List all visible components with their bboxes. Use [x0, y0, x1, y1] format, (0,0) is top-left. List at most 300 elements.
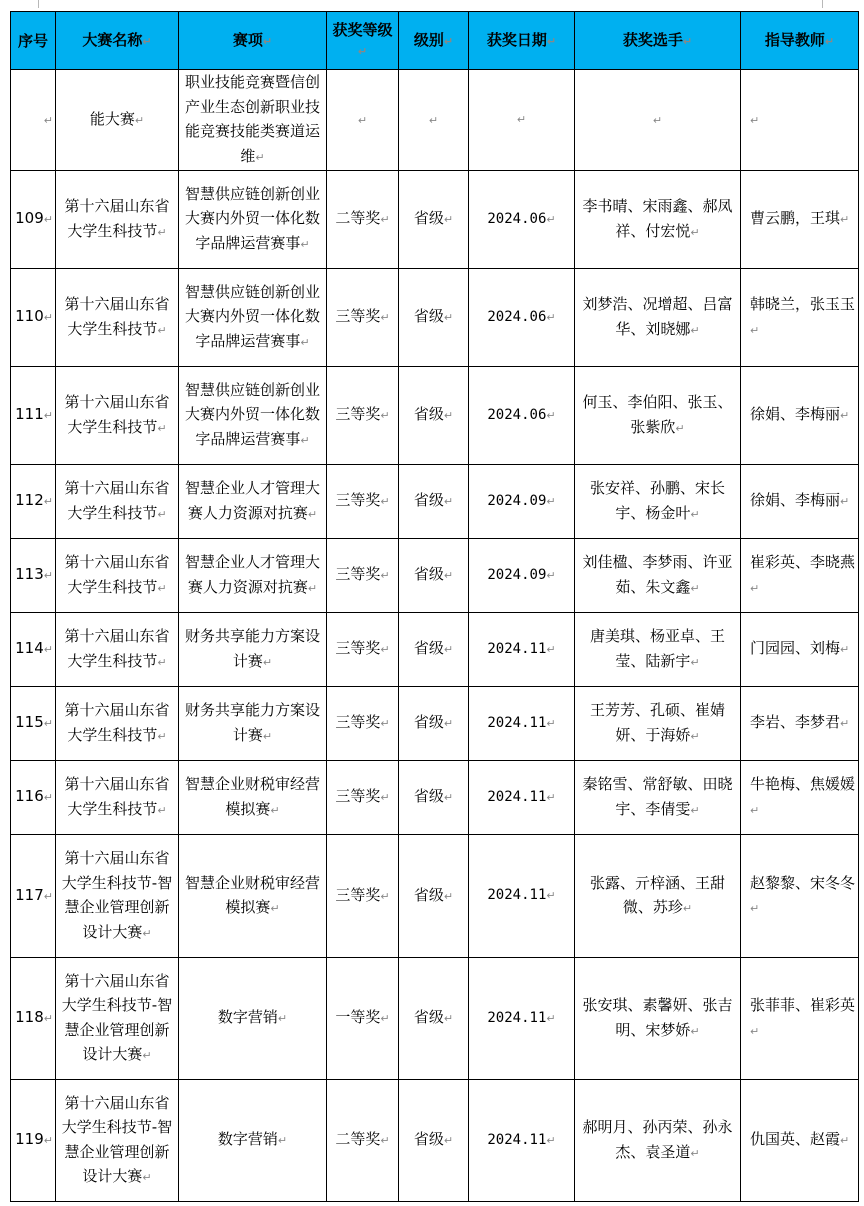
- table-row: [11, 1080, 859, 1202]
- cell-event: [179, 269, 327, 367]
- cell-competition-text: 能大赛: [89, 109, 135, 128]
- cell-students-text: 唐美琪、杨亚卓、王莹、陆新宇: [589, 627, 725, 670]
- cell-competition: [56, 835, 179, 958]
- cell-award: [327, 539, 399, 613]
- cell-index-text: 113: [15, 565, 44, 584]
- paragraph-mark: ↵: [380, 717, 390, 731]
- cell-event-text: 智慧供应链创新创业大赛内外贸一体化数字品牌运营赛事: [184, 282, 320, 350]
- cell-date-text: 2024.11: [487, 1131, 547, 1148]
- cell-level-text: 省级: [413, 405, 444, 424]
- paragraph-mark: ↵: [652, 113, 663, 127]
- cell-students-text: 王芳芳、孔硕、崔婧妍、于海娇: [589, 701, 725, 744]
- cell-students-text: 张安琪、素馨妍、张吉明、宋梦娇: [582, 996, 733, 1039]
- cell-level: [399, 171, 469, 269]
- cell-students-text: 刘佳楹、李梦雨、许亚茹、朱文鑫: [582, 553, 733, 596]
- cell-award-text: 三等奖: [335, 787, 381, 806]
- cell-level-text: 省级: [413, 1008, 444, 1027]
- cell-students-text: 刘梦浩、况增超、吕富华、刘晓娜: [582, 295, 733, 338]
- table-row: [11, 958, 859, 1080]
- paragraph-mark: ↵: [43, 889, 53, 903]
- cell-event: [179, 761, 327, 835]
- paragraph-mark: ↵: [277, 1134, 288, 1148]
- paragraph-mark: ↵: [840, 717, 850, 731]
- paragraph-mark: ↵: [546, 1011, 556, 1025]
- cell-award: [327, 613, 399, 687]
- cell-index-text: 109: [15, 209, 44, 228]
- table-row: [11, 613, 859, 687]
- cell-award-text: 三等奖: [335, 713, 381, 732]
- cell-award-text: 三等奖: [335, 307, 381, 326]
- cell-students: [575, 269, 741, 367]
- cell-teachers-text: 徐娟、李梅丽: [750, 405, 841, 424]
- paragraph-mark: ↵: [380, 1134, 390, 1148]
- cell-students: [575, 70, 741, 171]
- cell-students: [575, 761, 741, 835]
- table-row: [11, 465, 859, 539]
- cell-students: [575, 613, 741, 687]
- cell-index-text: 118: [15, 1008, 44, 1027]
- paragraph-mark: ↵: [380, 791, 390, 805]
- cell-event: [179, 958, 327, 1080]
- cell-event: [179, 1080, 327, 1202]
- cell-award: [327, 367, 399, 465]
- table-row: [11, 70, 859, 171]
- cell-index: [11, 269, 56, 367]
- header-event: 赛项↵: [179, 12, 327, 70]
- paragraph-mark: ↵: [43, 495, 53, 509]
- cell-level: [399, 539, 469, 613]
- cell-competition: [56, 269, 179, 367]
- cell-index: [11, 171, 56, 269]
- cell-date: [469, 70, 575, 171]
- paragraph-mark: ↵: [840, 409, 850, 423]
- paragraph-mark: ↵: [546, 310, 556, 324]
- cell-date: [469, 171, 575, 269]
- paragraph-mark: ↵: [690, 729, 700, 743]
- cell-event-text: 职业技能竞赛暨信创产业生态创新职业技能竞赛技能类赛道运维: [184, 73, 320, 165]
- cell-students-text: 张露、亓梓涵、王甜微、苏珍: [589, 873, 725, 916]
- cell-competition: [56, 613, 179, 687]
- cell-students: [575, 687, 741, 761]
- cell-level: [399, 687, 469, 761]
- table-row: [11, 367, 859, 465]
- cell-students-text: 郝明月、孙丙荣、孙永杰、袁圣道: [582, 1118, 733, 1161]
- cell-award-text: 三等奖: [335, 565, 381, 584]
- cell-teachers: [741, 171, 859, 269]
- paragraph-mark: ↵: [443, 889, 454, 903]
- paragraph-mark: ↵: [443, 409, 454, 423]
- cell-students-text: 李书晴、宋雨鑫、郝凤祥、付宏悦: [582, 197, 733, 240]
- cell-level: [399, 367, 469, 465]
- paragraph-mark: ↵: [255, 150, 265, 164]
- paragraph-mark: ↵: [516, 113, 527, 127]
- header-competition: 大赛名称↵: [56, 12, 179, 70]
- cell-event-text: 财务共享能力方案设计赛: [184, 627, 320, 670]
- paragraph-mark: ↵: [134, 113, 145, 127]
- paragraph-mark: ↵: [43, 311, 53, 325]
- paragraph-mark: ↵: [428, 113, 439, 127]
- paragraph-mark: ↵: [546, 494, 556, 508]
- paragraph-mark: ↵: [690, 655, 700, 669]
- paragraph-mark: ↵: [840, 213, 850, 227]
- cell-level-text: 省级: [413, 639, 444, 658]
- cell-index: [11, 70, 56, 171]
- paragraph-mark: ↵: [380, 569, 390, 583]
- cell-date: [469, 761, 575, 835]
- cell-level-text: 省级: [413, 713, 444, 732]
- paragraph-mark: ↵: [262, 729, 273, 743]
- cell-index: [11, 539, 56, 613]
- cell-teachers: [741, 835, 859, 958]
- table-row: [11, 761, 859, 835]
- paragraph-mark: ↵: [750, 902, 760, 915]
- paragraph-mark: ↵: [157, 323, 167, 337]
- paragraph-mark: ↵: [750, 1024, 760, 1038]
- cell-level: [399, 70, 469, 171]
- cell-date-text: 2024.09: [487, 566, 547, 583]
- paragraph-mark: ↵: [840, 643, 850, 657]
- cell-index-text: 119: [15, 1130, 44, 1149]
- cell-level-text: 省级: [413, 1130, 444, 1149]
- cell-competition-text: 第十六届山东省大学生科技节: [64, 393, 170, 436]
- paragraph-mark: ↵: [750, 323, 760, 337]
- paragraph-mark: ↵: [840, 495, 850, 509]
- cell-award: [327, 171, 399, 269]
- cell-teachers-text: 赵黎黎、宋冬冬: [750, 873, 856, 892]
- paragraph-mark: ↵: [43, 1134, 53, 1148]
- cell-event-text: 智慧供应链创新创业大赛内外贸一体化数字品牌运营赛事: [184, 184, 320, 252]
- cell-level: [399, 1080, 469, 1202]
- paragraph-mark: ↵: [690, 581, 700, 595]
- cell-award: [327, 687, 399, 761]
- paragraph-mark: ↵: [443, 791, 454, 805]
- cell-date: [469, 539, 575, 613]
- cell-date-text: 2024.11: [487, 887, 547, 904]
- cell-date-text: 2024.06: [487, 406, 547, 423]
- paragraph-mark: ↵: [43, 113, 53, 127]
- paragraph-mark: ↵: [443, 213, 454, 227]
- paragraph-mark: ↵: [546, 790, 556, 804]
- paragraph-mark: ↵: [750, 581, 760, 595]
- cell-competition-text: 第十六届山东省大学生科技节: [64, 553, 170, 596]
- cell-students: [575, 1080, 741, 1202]
- cell-teachers-text: 崔彩英、李晓燕: [750, 553, 856, 571]
- cell-award-text: 三等奖: [335, 491, 381, 510]
- paragraph-mark: ↵: [546, 408, 556, 422]
- paragraph-mark: ↵: [690, 803, 700, 817]
- paragraph-mark: ↵: [443, 1134, 454, 1148]
- cell-award: [327, 835, 399, 958]
- cell-award-text: 一等奖: [335, 1008, 381, 1027]
- cell-award: [327, 465, 399, 539]
- paragraph-mark: ↵: [380, 495, 390, 509]
- cell-index-text: 115: [15, 713, 44, 732]
- cell-competition-text: 第十六届山东省大学生科技节: [64, 479, 170, 522]
- paragraph-mark: ↵: [142, 1049, 152, 1062]
- paragraph-mark: ↵: [690, 1024, 700, 1038]
- paragraph-mark: ↵: [270, 803, 280, 817]
- cell-event: [179, 367, 327, 465]
- cell-competition: [56, 465, 179, 539]
- cell-students: [575, 367, 741, 465]
- cell-competition: [56, 1080, 179, 1202]
- cell-level: [399, 761, 469, 835]
- cell-level: [399, 269, 469, 367]
- paragraph-mark: ↵: [43, 409, 53, 423]
- paragraph-mark: ↵: [690, 507, 700, 521]
- paragraph-mark: ↵: [443, 495, 454, 509]
- cell-teachers: [741, 958, 859, 1080]
- cell-event: [179, 70, 327, 171]
- cell-competition-text: 第十六届山东省大学生科技节: [64, 197, 170, 240]
- cell-competition-text: 第十六届山东省大学生科技节-智慧企业管理创新设计大赛: [61, 1093, 173, 1185]
- cell-index: [11, 367, 56, 465]
- paragraph-mark: ↵: [443, 569, 454, 583]
- cell-teachers-text: 李岩、李梦君: [750, 713, 841, 732]
- cell-date: [469, 269, 575, 367]
- cell-level: [399, 958, 469, 1080]
- paragraph-mark: ↵: [43, 213, 53, 227]
- header-award: 获奖等级↵: [327, 12, 399, 70]
- table-row: [11, 539, 859, 613]
- header-students: 获奖选手↵: [575, 12, 741, 70]
- paragraph-mark: ↵: [546, 212, 556, 226]
- paragraph-mark: ↵: [43, 643, 53, 657]
- cell-date-text: 2024.11: [487, 714, 547, 731]
- paragraph-mark: ↵: [43, 791, 53, 805]
- cell-teachers-text: 曹云鹏，王琪: [750, 209, 841, 228]
- cell-index-text: 111: [15, 405, 44, 424]
- cell-date-text: 2024.11: [487, 640, 547, 657]
- cell-level: [399, 613, 469, 687]
- cell-teachers: [741, 269, 859, 367]
- cell-level: [399, 465, 469, 539]
- paragraph-mark: ↵: [380, 1012, 390, 1026]
- cell-date: [469, 465, 575, 539]
- cell-competition-text: 第十六届山东省大学生科技节-智慧企业管理创新设计大赛: [61, 971, 173, 1063]
- cell-date-text: 2024.11: [487, 1009, 547, 1026]
- cell-event: [179, 171, 327, 269]
- cell-date: [469, 367, 575, 465]
- cell-date: [469, 958, 575, 1080]
- paragraph-mark: ↵: [300, 335, 310, 349]
- paragraph-mark: ↵: [300, 433, 310, 447]
- paragraph-mark: ↵: [43, 1012, 53, 1026]
- cell-award: [327, 958, 399, 1080]
- paragraph-mark: ↵: [307, 507, 318, 521]
- header-date: 获奖日期↵: [469, 12, 575, 70]
- cell-competition-text: 第十六届山东省大学生科技节: [64, 295, 170, 338]
- cell-index-text: 116: [15, 787, 44, 806]
- cell-index: [11, 761, 56, 835]
- cell-teachers-text: 韩晓兰，张玉玉: [750, 295, 856, 313]
- cell-teachers-text: 仇国英、赵霞: [750, 1130, 841, 1149]
- cell-competition: [56, 70, 179, 171]
- cell-event-text: 智慧企业人才管理大赛人力资源对抗赛: [184, 553, 320, 596]
- cell-level-text: 省级: [413, 787, 444, 806]
- cell-award: [327, 1080, 399, 1202]
- cell-event-text: 智慧供应链创新创业大赛内外贸一体化数字品牌运营赛事: [184, 380, 320, 448]
- paragraph-mark: ↵: [546, 1133, 556, 1147]
- cell-competition-text: 第十六届山东省大学生科技节: [64, 701, 170, 744]
- cell-competition-text: 第十六届山东省大学生科技节: [64, 627, 170, 670]
- table-row: [11, 269, 859, 367]
- paragraph-mark: ↵: [380, 311, 390, 325]
- margin-marker-right: [822, 0, 823, 8]
- cell-date: [469, 613, 575, 687]
- header-level: 级别↵: [399, 12, 469, 70]
- cell-level-text: 省级: [413, 885, 444, 904]
- paragraph-mark: ↵: [157, 803, 167, 817]
- cell-date: [469, 1080, 575, 1202]
- paragraph-mark: ↵: [690, 323, 700, 337]
- cell-event: [179, 835, 327, 958]
- cell-teachers: [741, 761, 859, 835]
- cell-event-text: 财务共享能力方案设计赛: [184, 701, 320, 744]
- cell-index-text: 117: [15, 885, 44, 904]
- cell-level-text: 省级: [413, 209, 444, 228]
- cell-competition: [56, 171, 179, 269]
- cell-event: [179, 687, 327, 761]
- paragraph-mark: ↵: [157, 225, 167, 239]
- cell-event-text: 数字营销: [217, 1008, 278, 1027]
- cell-level-text: 省级: [413, 565, 444, 584]
- paragraph-mark: ↵: [443, 1012, 454, 1026]
- paragraph-mark: ↵: [277, 1012, 288, 1026]
- paragraph-mark: ↵: [443, 643, 454, 657]
- cell-index-text: 114: [15, 639, 44, 658]
- paragraph-mark: ↵: [675, 421, 685, 435]
- paragraph-mark: ↵: [142, 1171, 152, 1184]
- paragraph-mark: ↵: [546, 568, 556, 582]
- cell-students: [575, 539, 741, 613]
- paragraph-mark: ↵: [546, 716, 556, 730]
- cell-level-text: 省级: [413, 307, 444, 326]
- cell-teachers: [741, 687, 859, 761]
- paragraph-mark: ↵: [157, 729, 167, 743]
- cell-award-text: 三等奖: [335, 639, 381, 658]
- cell-award-text: 二等奖: [335, 209, 381, 228]
- paragraph-mark: ↵: [750, 113, 760, 127]
- cell-students-text: 秦铭雪、常舒敏、田晓宇、李倩雯: [582, 775, 733, 818]
- paragraph-mark: ↵: [157, 507, 167, 521]
- paragraph-mark: ↵: [443, 311, 454, 325]
- cell-competition: [56, 367, 179, 465]
- paragraph-mark: ↵: [380, 643, 390, 657]
- cell-date-text: 2024.06: [487, 308, 547, 325]
- cell-event: [179, 465, 327, 539]
- cell-index: [11, 465, 56, 539]
- cell-award: [327, 761, 399, 835]
- paragraph-mark: ↵: [380, 409, 390, 423]
- cell-teachers-text: 徐娟、李梅丽: [750, 491, 841, 510]
- cell-teachers: [741, 613, 859, 687]
- paragraph-mark: ↵: [682, 902, 693, 915]
- cell-index: [11, 835, 56, 958]
- cell-teachers-text: 门园园、刘梅: [750, 639, 841, 658]
- paragraph-mark: ↵: [380, 213, 390, 227]
- cell-index: [11, 958, 56, 1080]
- paragraph-mark: ↵: [300, 237, 310, 251]
- cell-index-text: 110: [15, 307, 44, 326]
- table-header-row: [11, 12, 859, 70]
- cell-teachers: [741, 70, 859, 171]
- cell-teachers: [741, 465, 859, 539]
- cell-award-text: 三等奖: [335, 885, 381, 904]
- paragraph-mark: ↵: [270, 902, 280, 915]
- cell-teachers-text: 张菲菲、崔彩英: [750, 996, 856, 1014]
- cell-event-text: 智慧企业人才管理大赛人力资源对抗赛: [184, 479, 320, 522]
- paragraph-mark: ↵: [546, 889, 556, 903]
- cell-students-text: 何玉、李伯阳、张玉、张紫欣: [582, 393, 733, 436]
- cell-award-text: 二等奖: [335, 1130, 381, 1149]
- paragraph-mark: ↵: [380, 889, 390, 903]
- cell-award: [327, 269, 399, 367]
- paragraph-mark: ↵: [307, 581, 318, 595]
- cell-level-text: 省级: [413, 491, 444, 510]
- paragraph-mark: ↵: [157, 581, 167, 595]
- paragraph-mark: ↵: [443, 717, 454, 731]
- paragraph-mark: ↵: [43, 569, 53, 583]
- awards-table: [10, 11, 859, 1202]
- cell-date-text: 2024.11: [487, 788, 547, 805]
- paragraph-mark: ↵: [840, 1134, 850, 1148]
- paragraph-mark: ↵: [690, 225, 700, 239]
- cell-index-text: 112: [15, 491, 44, 510]
- paragraph-mark: ↵: [357, 113, 368, 127]
- cell-date: [469, 835, 575, 958]
- cell-teachers-text: 牛艳梅、焦媛媛: [750, 775, 856, 793]
- header-index: 序号: [11, 12, 56, 70]
- paragraph-mark: ↵: [262, 655, 273, 669]
- table-row: [11, 171, 859, 269]
- cell-event-text: 智慧企业财税审经营模拟赛: [184, 873, 320, 916]
- table-row: [11, 687, 859, 761]
- paragraph-mark: ↵: [157, 655, 167, 669]
- header-teachers: 指导教师↵: [741, 12, 859, 70]
- table-row: [11, 835, 859, 958]
- cell-competition: [56, 761, 179, 835]
- cell-students: [575, 171, 741, 269]
- cell-index: [11, 1080, 56, 1202]
- cell-teachers: [741, 1080, 859, 1202]
- cell-competition: [56, 687, 179, 761]
- cell-award-text: 三等奖: [335, 405, 381, 424]
- cell-date: [469, 687, 575, 761]
- paragraph-mark: ↵: [142, 926, 152, 940]
- cell-level: [399, 835, 469, 958]
- paragraph-mark: ↵: [750, 803, 760, 817]
- cell-index: [11, 687, 56, 761]
- paragraph-mark: ↵: [546, 642, 556, 656]
- cell-award: [327, 70, 399, 171]
- paragraph-mark: ↵: [43, 717, 53, 731]
- cell-students: [575, 465, 741, 539]
- cell-students: [575, 835, 741, 958]
- cell-competition-text: 第十六届山东省大学生科技节-智慧企业管理创新设计大赛: [61, 849, 173, 941]
- cell-teachers: [741, 539, 859, 613]
- paragraph-mark: ↵: [690, 1146, 700, 1160]
- cell-teachers: [741, 367, 859, 465]
- cell-date-text: 2024.09: [487, 492, 547, 509]
- cell-competition-text: 第十六届山东省大学生科技节: [64, 775, 170, 818]
- cell-event-text: 智慧企业财税审经营模拟赛: [184, 775, 320, 818]
- cell-competition: [56, 958, 179, 1080]
- cell-index: [11, 613, 56, 687]
- cell-students: [575, 958, 741, 1080]
- cell-event-text: 数字营销: [217, 1130, 278, 1149]
- cell-event: [179, 539, 327, 613]
